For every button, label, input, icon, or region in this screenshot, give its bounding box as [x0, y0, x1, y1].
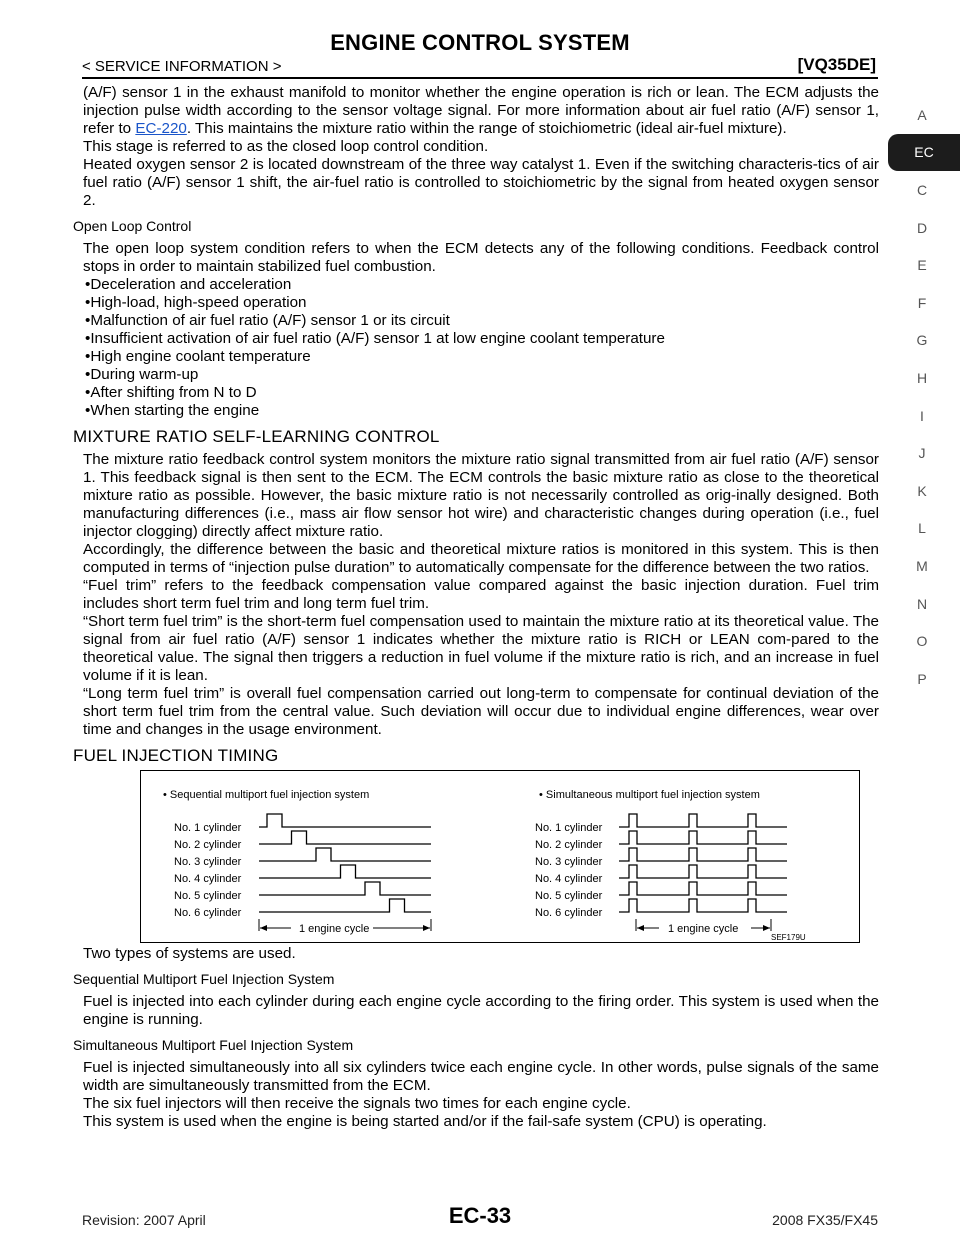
paragraph: Two types of systems are used. — [83, 945, 296, 962]
injection-pulse-line — [619, 899, 787, 912]
right-cylinder-labels — [535, 822, 603, 919]
cylinder-label: No. 6 cylinder — [535, 907, 603, 919]
paragraph: “Short term fuel trim” is the short-term fuel compensation used to maintain the mixture ratio at its theoretical value. The signal from air fuel ratio (A/F) sensor 1 indicates whether the mixture ratio is RICH or LEAN com-pared to the theoretical value. The signal then triggers a reduction in fuel volume if the mixture ratio is rich, and an increase in fuel volume if it is lean. — [83, 613, 879, 684]
figure-right-title: • Simultaneous multiport fuel injection system — [539, 789, 760, 801]
paragraph: Accordingly, the difference between the basic and theoretical mixture ratios is monitored in this system. This is then computed in terms of “injection pulse duration” to automatically compensate for the difference between the two ratios. — [83, 541, 879, 576]
left-engine-cycle-arrow — [259, 919, 431, 935]
section-tab-g[interactable]: G — [916, 332, 928, 349]
injection-pulse-line — [259, 865, 431, 878]
list-item: • High-load, high-speed operation — [83, 294, 879, 312]
injection-pulse-line — [259, 882, 431, 895]
section-tab-j[interactable]: J — [918, 445, 926, 462]
section-tab-f[interactable]: F — [917, 294, 927, 311]
list-item: • High engine coolant temperature — [83, 348, 879, 366]
left-cylinder-labels — [174, 822, 242, 919]
list-item: • Malfunction of air fuel ratio (A/F) sensor 1 or its circuit — [83, 312, 879, 330]
page-title: ENGINE CONTROL SYSTEM — [330, 30, 630, 55]
sequential-waveforms — [259, 814, 431, 912]
section-tab-i[interactable]: I — [920, 407, 924, 424]
section-tab-a[interactable]: A — [917, 106, 927, 123]
cylinder-label: No. 3 cylinder — [535, 856, 603, 868]
cylinder-label: No. 3 cylinder — [174, 856, 242, 868]
paragraph: Fuel is injected simultaneously into all six cylinders twice each engine cycle. In other words, pulse signals of the same width are simultaneously transmitted from the ECM. — [83, 1059, 879, 1094]
section-tab-c[interactable]: C — [916, 181, 928, 198]
section-tab-m[interactable]: M — [916, 557, 928, 574]
paragraph: “Fuel trim” refers to the feedback compensation value compared against the basic injection duration. Fuel trim includes short term fuel trim and long term fuel trim. — [83, 577, 879, 612]
section-tab-e[interactable]: E — [917, 257, 927, 274]
subheading-sequential: Sequential Multiport Fuel Injection System — [73, 971, 335, 987]
injection-pulse-line — [259, 899, 431, 912]
cylinder-label: No. 1 cylinder — [174, 822, 242, 834]
section-tab-o[interactable]: O — [916, 633, 928, 650]
figure-code: SEF179U — [771, 933, 806, 942]
section-tab-h[interactable]: H — [916, 369, 928, 386]
section-tab-n[interactable]: N — [916, 595, 928, 612]
paragraph: “Long term fuel trim” is overall fuel compensation carried out long-term to compensate for continual deviation of the short term fuel trim from the central value. Such deviation will occur due to individual engine differences, wear over time and changes in the usage environment. — [83, 685, 879, 738]
list-item: • Deceleration and acceleration — [83, 276, 879, 294]
injection-pulse-line — [619, 831, 787, 844]
section-tab-p[interactable]: P — [917, 670, 927, 687]
paragraph: This stage is referred to as the closed loop control condition. — [83, 138, 489, 155]
cylinder-label: No. 5 cylinder — [535, 890, 603, 902]
cylinder-label: No. 6 cylinder — [174, 907, 242, 919]
section-tab-k[interactable]: K — [917, 482, 927, 499]
model-label: [VQ35DE] — [797, 55, 876, 74]
injection-pulse-line — [619, 865, 787, 878]
paragraph: The mixture ratio feedback control system monitors the mixture ratio signal transmitted from air fuel ratio (A/F) sensor 1. This feedback signal is then sent to the ECM. The ECM controls the basic mixture ratio as close to the theoretical mixture ratio as possible. However, the basic mixture ratio is not necessarily controlled as orig-inally designed. Both manufacturing differences (i.e., mass air flow sensor hot wire) and characteristic changes during operation (i.e., fuel injector clogging) directly affect mixture ratio. — [83, 451, 879, 540]
list-item: • Insufficient activation of air fuel ratio (A/F) sensor 1 at low engine coolant temperature — [83, 330, 879, 348]
cylinder-label: No. 1 cylinder — [535, 822, 603, 834]
section-tab-l[interactable]: L — [918, 520, 926, 537]
paragraph: Fuel is injected into each cylinder during each engine cycle according to the firing order. This system is used when the engine is running. — [83, 993, 879, 1028]
cylinder-label: No. 4 cylinder — [535, 873, 603, 885]
paragraph: (A/F) sensor 1 in the exhaust manifold to monitor whether the engine operation is rich or lean. The ECM adjusts the injection pulse width according to the sensor voltage signal. For more information about air fuel ratio (A/F) sensor 1, refer to EC-220. This maintains the mixture ratio within the range of stoichiometric (ideal air-fuel mixture). — [83, 84, 879, 137]
paragraph: This system is used when the engine is being started and/or if the fail-safe system (CPU) is operating. — [83, 1113, 767, 1130]
cylinder-label: No. 4 cylinder — [174, 873, 242, 885]
timing-diagram — [141, 771, 861, 944]
simultaneous-waveforms — [619, 814, 787, 912]
engine-cycle-label: 1 engine cycle — [668, 923, 739, 935]
list-item: • When starting the engine — [83, 402, 879, 420]
header-divider — [82, 77, 878, 79]
list-item: • During warm-up — [83, 366, 879, 384]
injection-pulse-line — [619, 882, 787, 895]
injection-pulse-line — [259, 831, 431, 844]
section-tab-strip — [884, 96, 960, 698]
paragraph: The six fuel injectors will then receive the signals two times for each engine cycle. — [83, 1095, 631, 1112]
subheading-simultaneous: Simultaneous Multiport Fuel Injection System — [73, 1037, 354, 1053]
paragraph: Heated oxygen sensor 2 is located downstream of the three way catalyst 1. Even if the switching characteris-tics of air fuel ratio (A/F) sensor 1 shift, the air-fuel ratio is controlled to stoichiometric by the signal from heated oxygen sensor 2. — [83, 156, 879, 209]
link-ec-220[interactable]: EC-220 — [135, 120, 187, 137]
engine-cycle-label: 1 engine cycle — [299, 923, 370, 935]
injection-pulse-line — [619, 848, 787, 861]
cylinder-label: No. 5 cylinder — [174, 890, 242, 902]
figure-left-title: • Sequential multiport fuel injection system — [163, 789, 370, 801]
injection-pulse-line — [619, 814, 787, 827]
cylinder-label: No. 2 cylinder — [535, 839, 603, 851]
footer-model: 2008 FX35/FX45 — [772, 1212, 878, 1228]
breadcrumb: < SERVICE INFORMATION > — [82, 58, 282, 75]
injection-timing-figure — [140, 770, 860, 943]
page-number: EC-33 — [448, 1203, 512, 1228]
list-item: • After shifting from N to D — [83, 384, 879, 402]
injection-pulse-line — [259, 814, 431, 827]
section-tab-ec[interactable]: EC — [888, 134, 960, 172]
revision-date: Revision: 2007 April — [82, 1212, 206, 1228]
open-loop-conditions-list — [83, 276, 879, 420]
section-tab-d[interactable]: D — [916, 219, 928, 236]
cylinder-label: No. 2 cylinder — [174, 839, 242, 851]
section-heading-timing: FUEL INJECTION TIMING — [73, 746, 279, 765]
subheading-open-loop: Open Loop Control — [73, 218, 192, 234]
paragraph: The open loop system condition refers to when the ECM detects any of the following conditions. Feedback control stops in order to maintain stabilized fuel combustion. — [83, 240, 879, 275]
section-heading-mixture: MIXTURE RATIO SELF-LEARNING CONTROL — [73, 427, 440, 446]
right-engine-cycle-arrow — [636, 919, 771, 935]
injection-pulse-line — [259, 848, 431, 861]
main-content — [73, 84, 879, 1131]
